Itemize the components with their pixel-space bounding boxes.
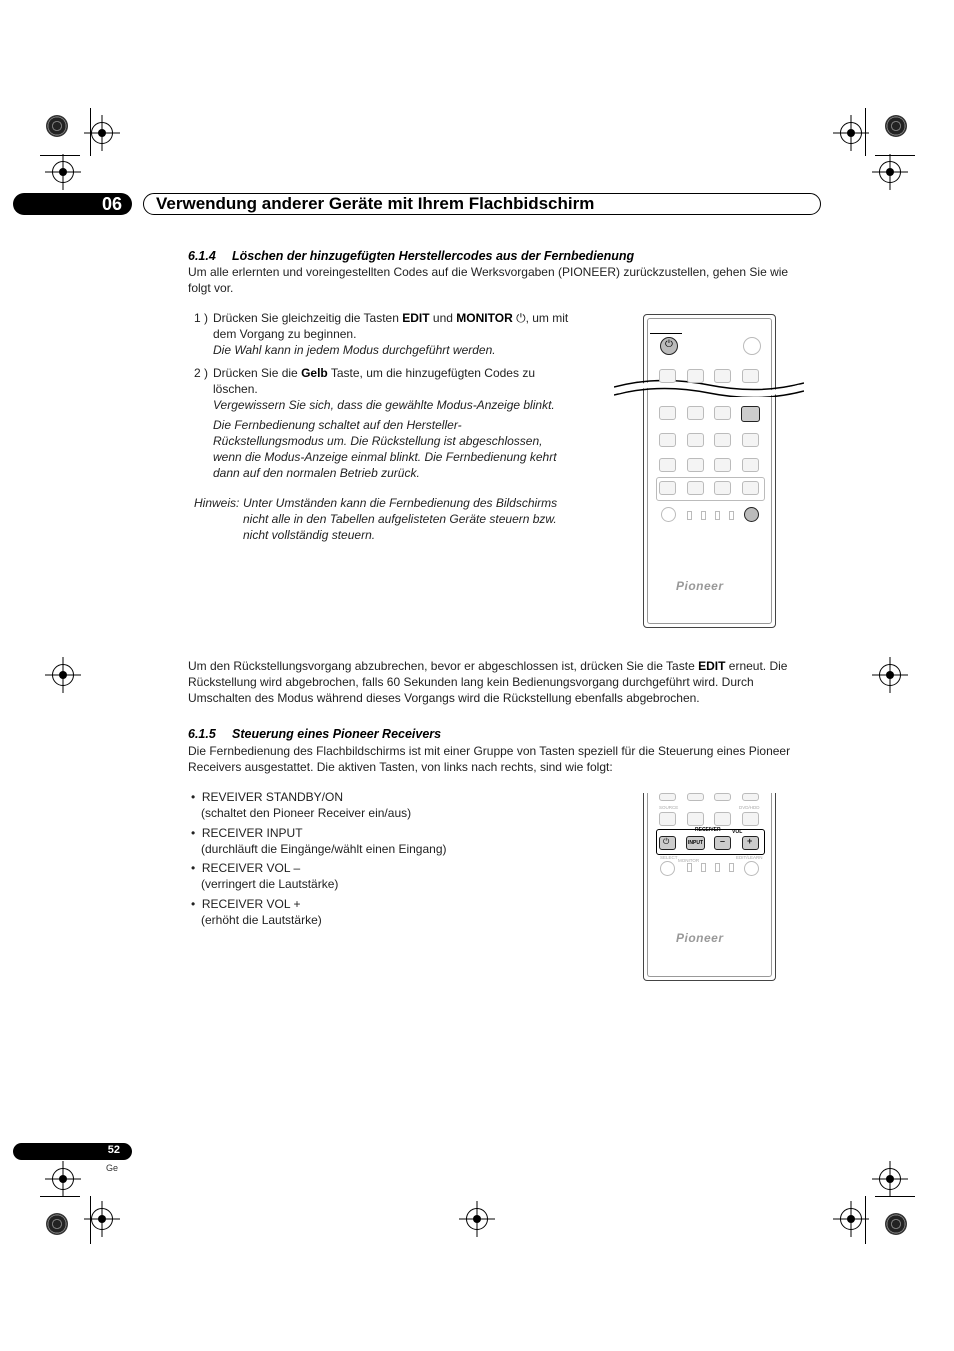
list-item: • REVEIVER STANDBY/ON (schaltet den Pioneer Receiver ein/aus) — [191, 790, 412, 820]
hint-text: Unter Umständen kann die Fernbedienung des Bildschirms nicht alle in den Tabellen aufgelisteten Geräte steuern bzw. nicht vollständig steuern. — [243, 496, 558, 542]
pause-button — [687, 793, 704, 801]
color-button — [714, 406, 731, 420]
registration-disc-icon — [885, 1213, 907, 1235]
page-language: Ge — [106, 1163, 119, 1173]
chapter-number: 06 — [101, 194, 122, 214]
list-item: • RECEIVER INPUT (durchläuft die Eingänge/wählt einen Eingang) — [191, 825, 447, 856]
section-heading: 6.1.5 Steuerung eines Pioneer Receivers — [188, 727, 442, 741]
list-item: • RECEIVER VOL – (verringert die Lautstärke) — [191, 861, 339, 891]
receiver-keys-list — [191, 789, 611, 931]
chapter-number-badge — [13, 193, 132, 215]
forward-button — [714, 812, 731, 826]
step-2-marker: 2 ) — [194, 366, 209, 380]
hint-label: Hinweis: — [194, 496, 240, 510]
receiver-input-button — [687, 481, 704, 495]
registration-target-icon — [879, 664, 901, 686]
dvd-button — [742, 812, 759, 826]
registration-disc-icon — [885, 115, 907, 137]
step-2-text: Drücken Sie die Gelb Taste, um die hinzugefügten Codes zu löschen. Vergewissern Sie sich, dass die gewählte Modus-Anzeige blinkt. Die Fernbedienung schaltet auf den Hersteller- Rückstellungsmodus um. Die Rückstellung ist abgeschlossen, wenn die Modus-Anzeige einmal blinkt. Die Fernbedienung kehrt dann auf den normalen Betrieb zurück. — [213, 366, 557, 480]
mode-indicators — [687, 863, 737, 873]
forward-button — [714, 458, 731, 472]
record-button — [659, 433, 676, 447]
abort-paragraph: Um den Rückstellungsvorgang abzubrechen, bevor er abgeschlossen ist, drücken Sie die Taste EDIT erneut. Die Rückstellung wird abgebrochen, falls 60 Sekunden lang kein Bedienungsvorgang durchgeführt wird. Durch Umschalten des Modus während dieses Vorgangs wird die Rückstellung ebenfalls abgebrochen. — [188, 659, 788, 705]
remote-illustration-full — [643, 314, 776, 628]
receiver-vol-minus-button — [714, 481, 731, 495]
registration-target-icon — [91, 122, 113, 144]
stop-button — [714, 793, 731, 801]
input-label: INPUT — [688, 840, 703, 846]
edit-button — [744, 507, 759, 522]
receiver-power-button — [659, 481, 676, 495]
section-intro: Die Fernbedienung des Flachbildschirms ist mit einer Gruppe von Tasten speziell für die Steuerung eines Pioneer Receivers ausgestattet. Die aktiven Tasten, von links nach rechts, sind wie folgt: — [188, 744, 791, 774]
mode-button — [687, 369, 704, 383]
section-heading: 6.1.4 Löschen der hinzugefügten Herstellercodes aus der Fernbedienung — [188, 249, 635, 263]
rewind-button — [687, 812, 704, 826]
registration-target-icon — [91, 1208, 113, 1230]
registration-disc-icon — [46, 115, 68, 137]
power-icon: ⏻ — [663, 837, 670, 846]
chapter-title-box — [143, 193, 821, 215]
mode-button — [659, 369, 676, 383]
step-1-text: Drücken Sie gleichzeitig die Tasten EDIT und MONITOR ⏻, um mit dem Vorgang zu beginnen. Die Wahl kann in jedem Modus durchgeführt werden. — [213, 311, 569, 357]
receiver-vol-plus-button — [742, 481, 759, 495]
registration-target-icon — [466, 1208, 488, 1230]
step-1-marker: 1 ) — [194, 311, 209, 325]
list-item: • RECEIVER VOL + (erhöht die Lautstärke) — [191, 896, 322, 927]
pioneer-logo: Pioneer — [676, 579, 724, 593]
select-button — [661, 507, 676, 522]
pause-button — [687, 433, 704, 447]
play-button — [742, 433, 759, 447]
receiver-label: RECEIVER — [695, 827, 721, 833]
crop-mark — [875, 1196, 915, 1197]
source-button — [659, 812, 676, 826]
crop-mark — [865, 1196, 866, 1244]
power-icon — [743, 337, 761, 355]
plus-label: + — [747, 836, 753, 846]
registration-target-icon — [840, 122, 862, 144]
remote-break-wave — [614, 373, 804, 397]
monitor-label: MONITOR — [678, 858, 700, 863]
monitor-callout-line — [650, 333, 682, 334]
power-icon: ⏻ — [665, 339, 673, 350]
rewind-button — [687, 458, 704, 472]
play-button — [742, 793, 759, 801]
mode-indicators — [687, 511, 737, 519]
stop-button — [714, 433, 731, 447]
registration-disc-icon — [46, 1213, 68, 1235]
pioneer-logo: Pioneer — [676, 931, 724, 945]
page-number-badge — [13, 1143, 132, 1160]
remote-illustration-partial — [643, 793, 776, 981]
mode-button — [742, 369, 759, 383]
edit-learn-label: EDIT/LEARN — [736, 855, 763, 860]
dvd-label: DVD/HDD — [739, 805, 760, 810]
crop-mark — [40, 155, 80, 156]
power-icon: ⏻ — [516, 311, 526, 325]
mode-button — [714, 369, 731, 383]
registration-target-icon — [840, 1208, 862, 1230]
source-label: SOURCE — [659, 805, 679, 810]
minus-label: – — [720, 836, 726, 846]
registration-target-icon — [52, 664, 74, 686]
chapter-title: Verwendung anderer Geräte mit Ihrem Flachbidschirm — [156, 194, 595, 213]
registration-target-icon — [879, 161, 901, 183]
registration-target-icon — [52, 161, 74, 183]
select-button — [660, 861, 675, 876]
select-label: SELECT — [660, 855, 678, 860]
dvd-button — [742, 458, 759, 472]
color-button — [687, 406, 704, 420]
section-intro: Um alle erlernten und voreingestellten Codes auf die Werksvorgaben (PIONEER) zurückzustellen, gehen Sie wie folgt vor. — [188, 265, 789, 295]
crop-mark — [40, 1196, 80, 1197]
edit-button — [744, 861, 759, 876]
vol-label: VOL — [732, 829, 743, 835]
page-number: 52 — [107, 1144, 120, 1156]
source-button — [659, 458, 676, 472]
registration-target-icon — [52, 1168, 74, 1190]
color-button — [659, 406, 676, 420]
yellow-button — [741, 406, 760, 422]
registration-target-icon — [879, 1168, 901, 1190]
crop-mark — [875, 155, 915, 156]
record-button — [659, 793, 676, 801]
